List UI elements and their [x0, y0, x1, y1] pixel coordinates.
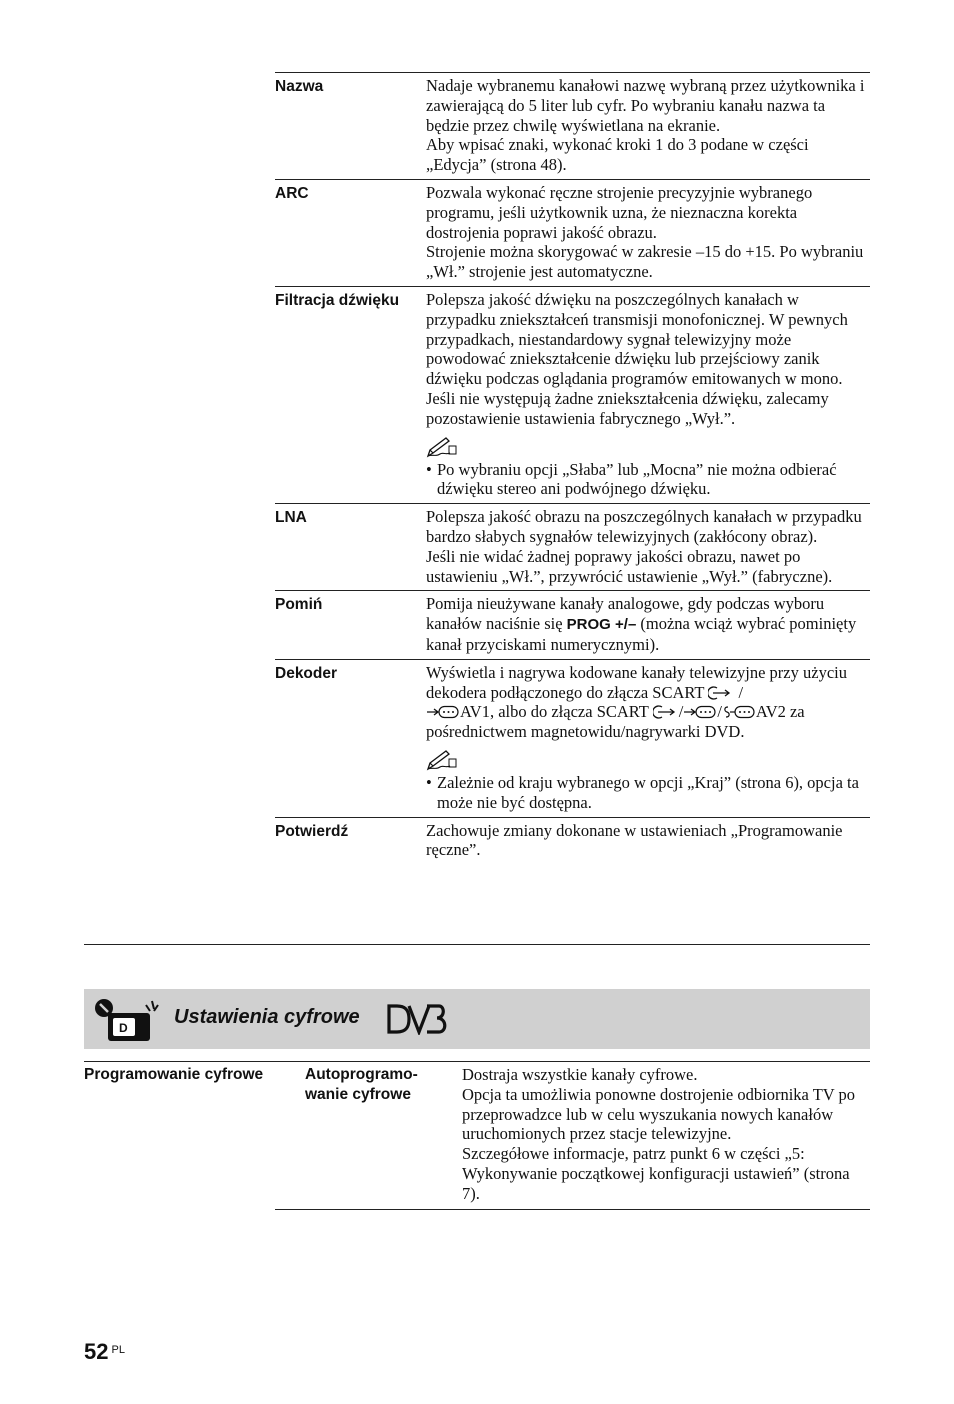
note-bullet: • Zależnie od kraju wybranego w opcji „Kraj” (strona 6), opcja ta może nie być dostępna. — [426, 773, 870, 813]
section-banner — [84, 989, 870, 1049]
row-description — [426, 507, 870, 586]
row-term: Nazwa — [275, 78, 324, 95]
dvb-logo — [387, 1003, 449, 1040]
row-term: Filtracja dźwięku — [275, 291, 400, 309]
scart-in-out-icon — [653, 704, 679, 720]
scart-in-out-icon — [708, 685, 734, 701]
table-row — [275, 659, 870, 817]
row-term: Dekoder — [275, 664, 338, 682]
desc-paragraph: Opcja ta umożliwia ponowne dostrojenie odbiornika TV po przeprowadzce lub w celu wyszukania nowych kanałów uruchomionych przez stacje telewizyjne. — [462, 1084, 856, 1144]
table-row — [275, 72, 870, 179]
note-text: Zależnie od kraju wybranego w opcji „Kraj” (strona 6), opcja ta może nie być dostępna. — [437, 772, 859, 812]
table-row — [275, 590, 870, 658]
category-label: Programowanie cyfrowe — [84, 1066, 264, 1083]
desc-paragraph: Polepsza jakość obrazu na poszczególnych kanałach w przypadku bardzo słabych sygnałów telewizyjnych (zakłócony obraz). — [426, 507, 862, 546]
row-term: ARC — [275, 184, 309, 202]
key-label: PROG +/– — [566, 616, 637, 634]
pencil-note-icon — [426, 749, 458, 771]
desc-text: AV1, albo do złącza SCART — [460, 702, 649, 722]
desc-text: AV2 za pośrednictwem magnetowidu/nagrywarki DVD. — [426, 702, 805, 742]
page-number-value: 52 — [84, 1339, 109, 1364]
page-language: PL — [111, 1344, 125, 1356]
table-row — [275, 817, 870, 865]
desc-paragraph: Szczegółowe informacje, patrz punkt 6 w części „5: Wykonywanie początkowej konfiguracji ustawień” (strona 7). — [462, 1144, 850, 1203]
desc-paragraph: Pozwala wykonać ręczne strojenie precyzyjnie wybranego programu, jeśli użytkownik uzna, że nieznaczna korekta dostrojenia poprawi jakość obrazu. — [426, 182, 813, 242]
row-description: Wyświetla i nagrywa kodowane kanały telewizyjne przy użyciu dekodera podłączonego do złącza SCART / AV1, albo do złącza SCART / / AV2 za pośrednictwem magnetowidu/nagrywarki DVD. • Zależnie od kraju wybranego w opcji „Kraj” (strona 6), opcja ta może nie być dostępna. — [426, 663, 870, 813]
desc-paragraph: Polepsza jakość dźwięku na poszczególnych kanałach w przypadku zniekształceń transmisji monofonicznej. W pewnych przypadkach, niestandardowy sygnał telewizyjny może powodować zniekształcenie dźwięku lub przejściowy zanik dźwięku podczas oglądania programów emitowanych w mono. — [426, 289, 848, 389]
desc-paragraph: Jeśli nie występują żadne zniekształcenia dźwięku, zalecamy pozostawienie ustawienia fabrycznego „Wył.”. — [426, 388, 829, 428]
desc-text: Wyświetla i nagrywa kodowane kanały telewizyjne przy użyciu dekodera podłączonego do złącza SCART — [426, 662, 847, 702]
desc-paragraph: Dostraja wszystkie kanały cyfrowe. — [462, 1065, 698, 1084]
row-term: LNA — [275, 509, 307, 527]
digital-settings — [84, 1061, 870, 1210]
desc-paragraph: Strojenie można skorygować w zakresie –15 do +15. Po wybraniu „Wł.” strojenie jest automatyczne. — [426, 242, 864, 282]
row-description — [462, 1062, 870, 1209]
row-description — [426, 594, 870, 654]
table-row — [275, 179, 870, 286]
scart-out-icon — [683, 704, 717, 720]
digital-setup-icon — [90, 995, 162, 1045]
table-row — [275, 286, 870, 503]
desc-paragraph: Zachowuje zmiany dokonane w ustawieniach „Programowanie ręczne”. — [426, 820, 843, 860]
table-row — [275, 503, 870, 590]
settings-table — [275, 72, 870, 864]
section-title: Ustawienia cyfrowe — [174, 1006, 360, 1028]
row-description — [426, 183, 870, 282]
desc-paragraph: Aby wpisać znaki, wykonać kroki 1 do 3 podane w części „Edycja” (strona 48). — [426, 135, 809, 175]
item-label: Autoprogramo-wanie cyfrowe — [305, 1066, 418, 1103]
pencil-note-icon — [426, 436, 458, 458]
desc-paragraph: Jeśli nie widać żadnej poprawy jakości obrazu, nawet po ustawieniu „Wł.”, przywrócić ustawienie „Wył.” (fabryczne). — [426, 546, 833, 586]
table-end-rule — [84, 944, 870, 945]
desc-paragraph: Nadaje wybranemu kanałowi nazwę wybraną przez użytkownika i zawierającą do 5 liter lub cyfr. Po wybraniu kanału nazwa ta będzie przez chwilę wyświetlana na ekranie. — [426, 76, 865, 135]
desc-text: Pomija nieużywane kanały analogowe, gdy podczas wyboru kanałów naciśnie się — [426, 594, 825, 634]
row-term: Potwierdź — [275, 822, 349, 840]
row-description — [426, 290, 870, 499]
desc-text: (można wciąż wybrać pominięty kanał przyciskami numerycznymi). — [426, 614, 857, 654]
note-bullet: • Po wybraniu opcji „Słaba” lub „Mocna” nie można odbierać dźwięku stereo ani podwójnego dźwięku. — [426, 460, 870, 500]
row-description — [426, 76, 870, 175]
section-end-rule — [275, 1209, 870, 1210]
svg-text:D: D — [119, 1021, 128, 1035]
scart-out-icon — [426, 704, 460, 720]
row-description — [426, 821, 870, 861]
s-video-icon — [722, 704, 756, 720]
note-text: Po wybraniu opcji „Słaba” lub „Mocna” nie można odbierać dźwięku stereo ani podwójnego dźwięku. — [437, 459, 837, 499]
page-number — [84, 1339, 125, 1365]
row-term: Pomiń — [275, 596, 323, 614]
